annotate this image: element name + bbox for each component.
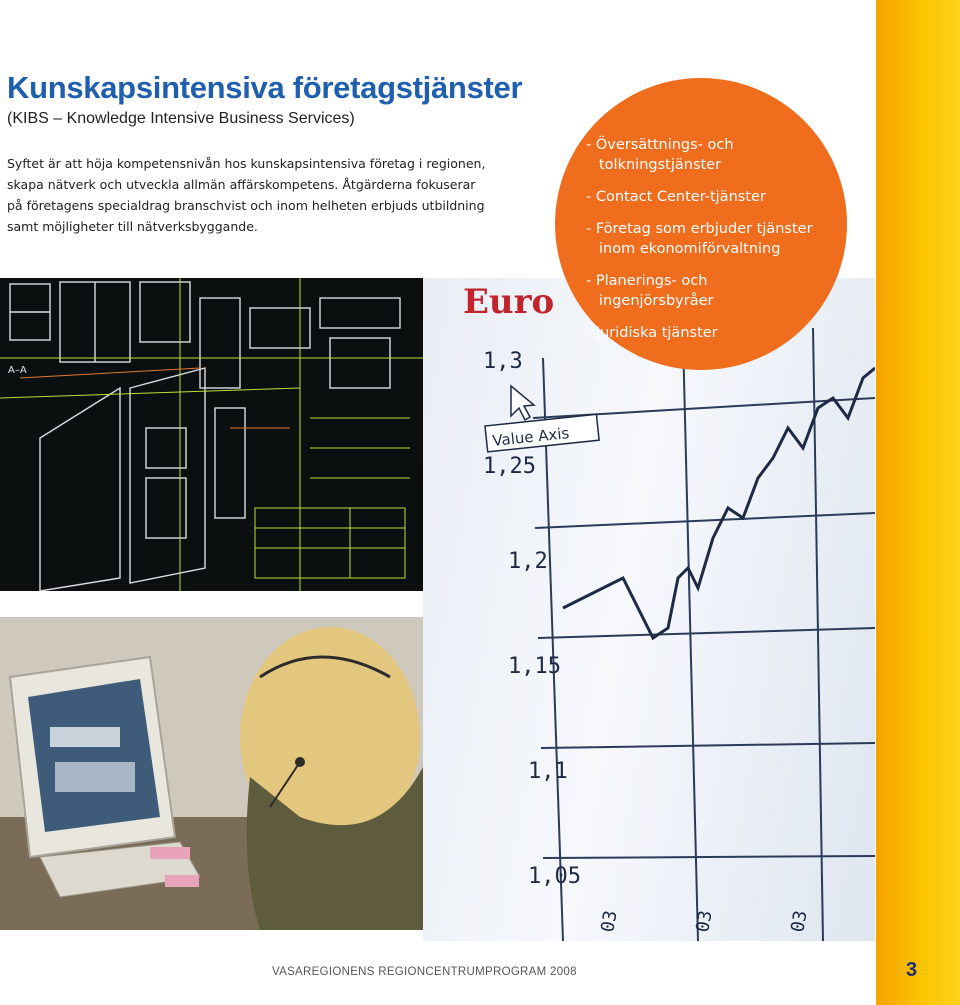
list-item	[586, 271, 846, 311]
contact-center-illustration	[0, 617, 423, 930]
footer-publication: VASAREGIONENS REGIONCENTRUMPROGRAM 2008	[272, 966, 577, 978]
y-tick-label: 1,1	[528, 759, 568, 784]
list-item	[586, 187, 846, 207]
value-axis-tooltip-text: Value Axis	[491, 424, 571, 450]
x-tick-label: 03	[692, 908, 717, 934]
list-item	[586, 135, 846, 175]
y-tick-label: 1,3	[483, 349, 523, 374]
y-tick-label: 1,05	[528, 864, 581, 889]
list-item	[586, 219, 846, 259]
services-list	[586, 135, 846, 355]
intro-line: skapa nätverk och utveckla allmän affärskompetens. Åtgärderna fokuserar	[7, 177, 476, 192]
intro-line: samt möjligheter till nätverksbyggande.	[7, 219, 258, 234]
mouse-cursor-icon	[511, 386, 534, 420]
euro-chart-photo	[423, 278, 875, 941]
page-subtitle: (KIBS – Knowledge Intensive Business Services)	[7, 110, 355, 127]
cad-section-label: A–A	[8, 365, 27, 376]
service-line: - Företag som erbjuder tjänster	[586, 221, 813, 237]
service-line: - Contact Center-tjänster	[586, 189, 766, 205]
list-item	[586, 323, 846, 343]
cad-drawing-photo	[0, 278, 423, 591]
y-tick-label: 1,15	[508, 654, 561, 679]
service-line: - Juridiska tjänster	[586, 325, 718, 341]
service-line: - Översättnings- och	[586, 137, 734, 153]
y-tick-label: 1,25	[483, 454, 536, 479]
page-number: 3	[906, 959, 918, 981]
service-line: ingenjörsbyråer	[599, 293, 714, 309]
intro-line: Syftet är att höja kompetensnivån hos kunskapsintensiva företag i regionen,	[7, 156, 486, 171]
intro-paragraph	[7, 153, 507, 237]
contact-center-photo	[0, 617, 423, 930]
euro-chart-illustration	[423, 278, 875, 941]
yellow-sidebar-band	[876, 0, 960, 1005]
y-tick-label: 1,2	[508, 549, 548, 574]
service-line: inom ekonomiförvaltning	[599, 241, 781, 257]
service-line: tolkningstjänster	[599, 157, 722, 173]
value-axis-tooltip	[485, 414, 599, 452]
chart-photo-heading: Euro	[463, 282, 555, 322]
x-tick-label: 03	[787, 908, 812, 934]
cad-drawing-illustration	[0, 278, 423, 591]
page-title: Kunskapsintensiva företagstjänster	[7, 70, 523, 105]
intro-line: på företagens specialdrag branschvist och inom helheten erbjuds utbildning	[7, 198, 485, 213]
service-line: - Planerings- och	[586, 273, 708, 289]
x-tick-label: 03	[597, 908, 622, 934]
